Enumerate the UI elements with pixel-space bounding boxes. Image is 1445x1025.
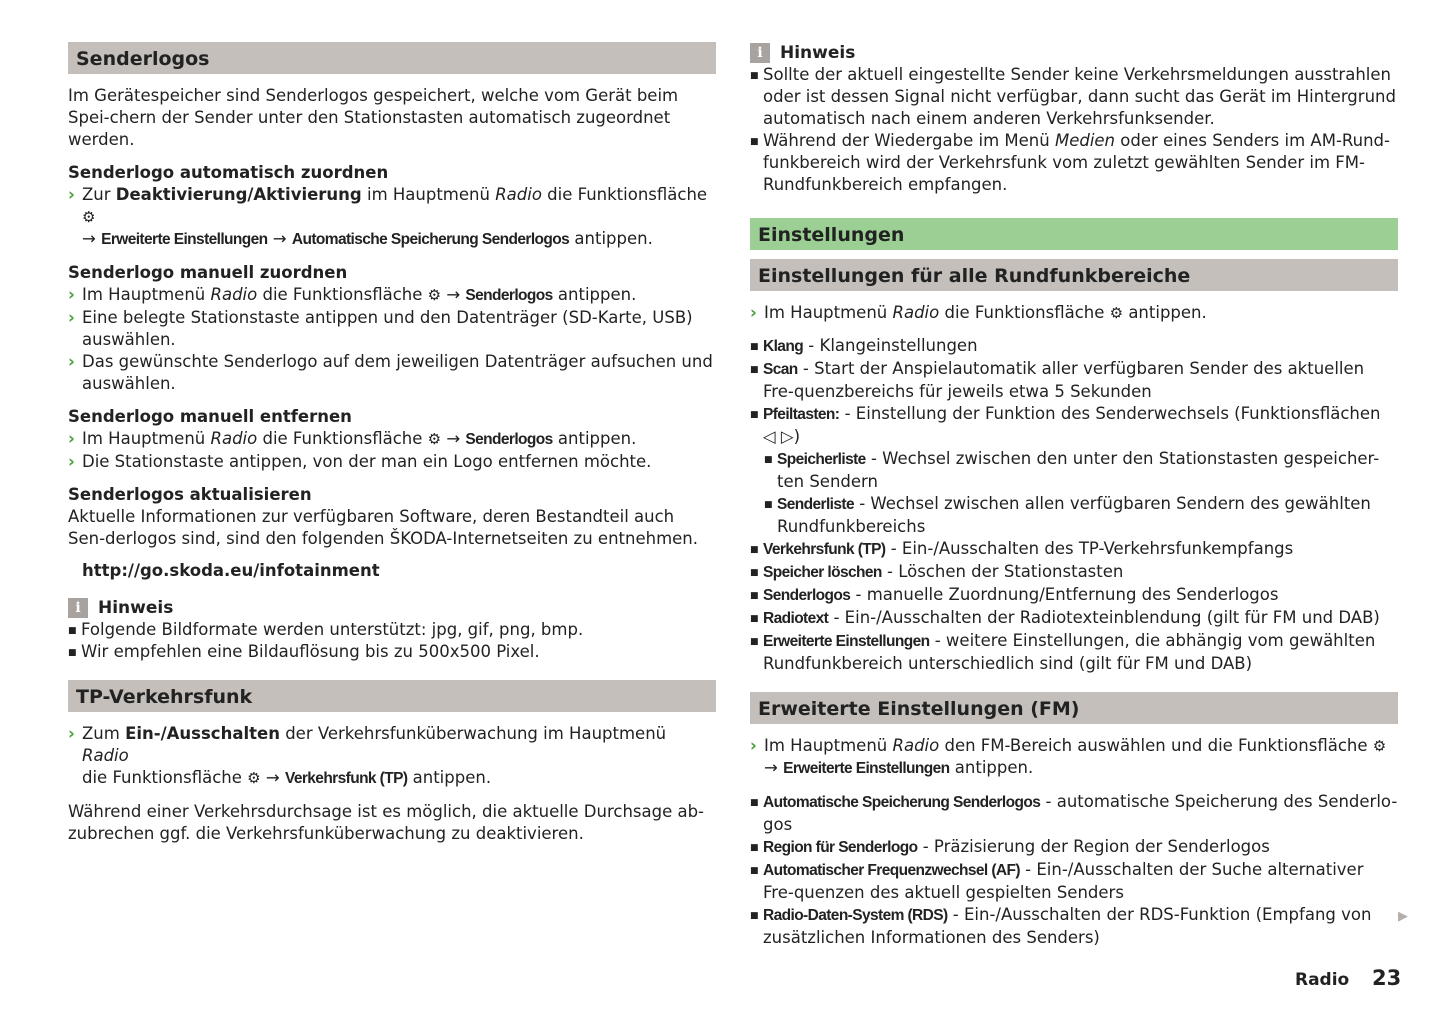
step-fm-1: › Im Hauptmenü Radio den FM-Bereich auswählen und die Funktionsfläche ⚙ → Erweiterte Einstellungen antippen. [750, 736, 1387, 777]
bullet-icon: ■ [750, 545, 759, 555]
list-item-term: Senderlogos [763, 587, 851, 604]
section-header-einstellungen: Einstellungen [750, 218, 1398, 250]
list-item-term: Automatische Speicherung Senderlogos [763, 794, 1041, 811]
bullet-icon: ■ [750, 614, 759, 624]
continue-arrow-icon: ▶ [1398, 909, 1408, 924]
bullet-icon: ■ [764, 500, 773, 510]
step-tp-1: › Zum Ein-/Ausschalten der Verkehrsfunküberwachung im Hauptmenü Radio die Funktionsfläche ⚙ → Verkehrsfunk (TP) antippen. [68, 724, 667, 787]
list-item [750, 630, 1398, 675]
info-icon: i [68, 598, 88, 618]
list-item [750, 335, 1398, 358]
step-auto-1: › Zur Deaktivierung/Aktivierung im Hauptmenü Radio die Funktionsfläche ⚙ → Erweiterte Einstellungen → Automatische Speicherung Senderlogos antippen. [68, 185, 708, 248]
list-item [750, 904, 1398, 949]
hint-heading-right: i Hinweis [750, 42, 1398, 64]
list-item-desc: - manuelle Zuordnung/Entfernung des Senderlogos [850, 585, 1279, 604]
step-manual-2: › Eine belegte Stationstaste antippen und den Datenträger (SD-Karte, USB) auswählen. [68, 308, 693, 349]
step-manual-3: › Das gewünschte Senderlogo auf dem jeweiligen Datenträger aufsuchen und auswählen. [68, 352, 713, 393]
gear-icon: ⚙ [427, 430, 442, 448]
hint-bullet-2: ■ Wir empfehlen eine Bildauflösung bis zu 500x500 Pixel. [68, 641, 716, 663]
list-item-desc: - Ein-/Ausschalten der Radiotexteinblendung (gilt für FM und DAB) [828, 608, 1380, 627]
update-text: Aktuelle Informationen zur verfügbaren Software, deren Bestandteil auch Sen-derlogos sind, sind den folgenden ŠKODA-Internetseiten zu entnehmen. [68, 507, 698, 548]
list-item-term: Pfeiltasten: [763, 406, 840, 423]
list-item [750, 791, 1398, 836]
left-column [68, 0, 716, 845]
section-header-tp: TP-Verkehrsfunk [68, 680, 716, 712]
bullet-icon: ■ [764, 455, 773, 465]
step-remove-1: › Im Hauptmenü Radio die Funktionsfläche ⚙ → Senderlogos antippen. [68, 429, 637, 448]
list-item-desc: - Ein-/Ausschalten des TP-Verkehrsfunkempfangs [885, 539, 1294, 558]
bullet-icon: ■ [750, 568, 759, 578]
step-remove-2: › Die Stationstaste antippen, von der man ein Logo entfernen möchte. [68, 452, 652, 471]
list-item-desc: - Wechsel zwischen den unter den Stationstasten gespeicher-ten Sendern [777, 449, 1380, 491]
list-item-term: Speicherliste [777, 451, 866, 468]
list-item-desc: - automatische Speicherung des Senderlo-gos [763, 792, 1398, 834]
list-item-term: Senderliste [777, 496, 854, 513]
footer-section-label: Radio [1295, 970, 1350, 990]
list-item-desc: - Wechsel zwischen allen verfügbaren Sendern des gewählten Rundfunkbereichs [777, 494, 1371, 536]
hint-right-bullet-1: ■ Sollte der aktuell eingestellte Sender keine Verkehrsmeldungen ausstrahlen oder ist dessen Signal nicht verfügbar, dann sucht das Gerät im Hintergrund automatisch nach einem anderen Verkehrsfunksender. [750, 65, 1396, 128]
bullet-icon: ■ [750, 843, 759, 853]
bullet-icon: ■ [750, 137, 759, 147]
list-item [750, 607, 1398, 630]
list-item-desc: - Löschen der Stationstasten [881, 562, 1124, 581]
step-arrow-icon: › [68, 429, 75, 448]
tp-text: Während einer Verkehrsdurchsage ist es möglich, die aktuelle Durchsage ab-zubrechen ggf. die Verkehrsfunküberwachung zu deaktivieren. [68, 802, 705, 843]
gear-icon: ⚙ [1372, 737, 1387, 755]
hint-heading-left: i Hinweis [68, 597, 716, 619]
fm-settings-list [750, 791, 1398, 949]
info-icon: i [750, 43, 770, 63]
subheading-update: Senderlogos aktualisieren [68, 485, 312, 504]
senderlogos-intro: Im Gerätespeicher sind Senderlogos gespeichert, welche vom Gerät beim Spei-chern der Sender unter den Stationstasten automatisch zugeordnet werden. [68, 86, 679, 149]
list-item-desc: - Einstellung der Funktion des Senderwechsels (Funktionsflächen ◁ ▷) [763, 404, 1381, 446]
section-header-fm: Erweiterte Einstellungen (FM) [750, 692, 1398, 724]
step-arrow-icon: › [68, 308, 75, 327]
bullet-icon: ■ [750, 591, 759, 601]
list-item-term: Automatischer Frequenzwechsel (AF) [763, 862, 1020, 879]
step-arrow-icon: › [68, 285, 75, 304]
list-item [764, 493, 1398, 538]
list-item-term: Verkehrsfunk (TP) [763, 541, 886, 558]
list-item-term: Region für Senderlogo [763, 839, 918, 856]
list-item-term: Erweiterte Einstellungen [763, 633, 930, 650]
list-item [750, 836, 1398, 859]
list-item-desc: - weitere Einstellungen, die abhängig vom gewählten Rundfunkbereich unterschiedlich sind (gilt für FM und DAB) [763, 631, 1376, 673]
list-item-desc: - Präzisierung der Region der Senderlogos [917, 837, 1270, 856]
step-settings-1: › Im Hauptmenü Radio die Funktionsfläche ⚙ antippen. [750, 303, 1207, 322]
settings-list [750, 335, 1398, 675]
section-header-senderlogos: Senderlogos [68, 42, 716, 74]
bullet-icon: ■ [750, 798, 759, 808]
list-item-term: Klang [763, 338, 804, 355]
list-item-term: Speicher löschen [763, 564, 882, 581]
infotainment-link[interactable]: http://go.skoda.eu/infotainment [82, 561, 380, 580]
bullet-icon: ■ [750, 410, 759, 420]
bullet-icon: ■ [750, 365, 759, 375]
list-item-term: Radio-Daten-System (RDS) [763, 907, 948, 924]
list-item-desc: - Start der Anspielautomatik aller verfügbaren Sender des aktuellen Fre-quenzbereichs für jeweils etwa 5 Sekunden [763, 359, 1365, 401]
list-item-term: Scan [763, 361, 798, 378]
hint-right-bullet-2: ■ Während der Wiedergabe im Menü Medien oder eines Senders im AM-Rund-funkbereich wird der Verkehrsfunk vom zuletzt gewählten Sender im FM-Rundfunkbereich empfangen. [750, 131, 1390, 194]
list-item-desc: - Ein-/Ausschalten der Suche alternativer Fre-quenzen des aktuell gespielten Senders [763, 860, 1364, 902]
bullet-icon: ■ [750, 637, 759, 647]
list-item [750, 584, 1398, 607]
gear-icon: ⚙ [427, 286, 442, 304]
step-arrow-icon: › [750, 303, 757, 322]
list-item [750, 859, 1398, 904]
step-arrow-icon: › [68, 185, 75, 204]
list-item-desc: - Ein-/Ausschalten der RDS-Funktion (Empfang von zusätzlichen Informationen des Senders) [763, 905, 1372, 947]
subheading-remove: Senderlogo manuell entfernen [68, 407, 352, 426]
subheading-auto: Senderlogo automatisch zuordnen [68, 163, 389, 182]
step-manual-1: › Im Hauptmenü Radio die Funktionsfläche ⚙ → Senderlogos antippen. [68, 285, 637, 304]
bullet-icon: ■ [750, 866, 759, 876]
step-arrow-icon: › [750, 736, 757, 755]
list-item [750, 538, 1398, 561]
section-header-all-bands: Einstellungen für alle Rundfunkbereiche [750, 259, 1398, 291]
hint-bullet-1: ■ Folgende Bildformate werden unterstützt: jpg, gif, png, bmp. [68, 619, 716, 641]
list-item-term: Radiotext [763, 610, 829, 627]
bullet-icon: ■ [750, 342, 759, 352]
step-arrow-icon: › [68, 452, 75, 471]
step-arrow-icon: › [68, 724, 75, 743]
gear-icon: ⚙ [82, 208, 96, 226]
page-number: 23 [1372, 966, 1402, 990]
list-item [750, 358, 1398, 403]
subheading-manual: Senderlogo manuell zuordnen [68, 263, 348, 282]
gear-icon: ⚙ [247, 769, 261, 787]
step-arrow-icon: › [68, 352, 75, 371]
list-item [764, 448, 1398, 493]
right-column [750, 0, 1398, 949]
list-item-desc: - Klangeinstellungen [803, 336, 978, 355]
bullet-icon: ■ [750, 71, 759, 81]
bullet-icon: ■ [68, 626, 77, 636]
bullet-icon: ■ [750, 911, 759, 921]
list-item [750, 561, 1398, 584]
gear-icon: ⚙ [1109, 304, 1124, 322]
bullet-icon: ■ [68, 648, 77, 658]
list-item [750, 403, 1398, 448]
